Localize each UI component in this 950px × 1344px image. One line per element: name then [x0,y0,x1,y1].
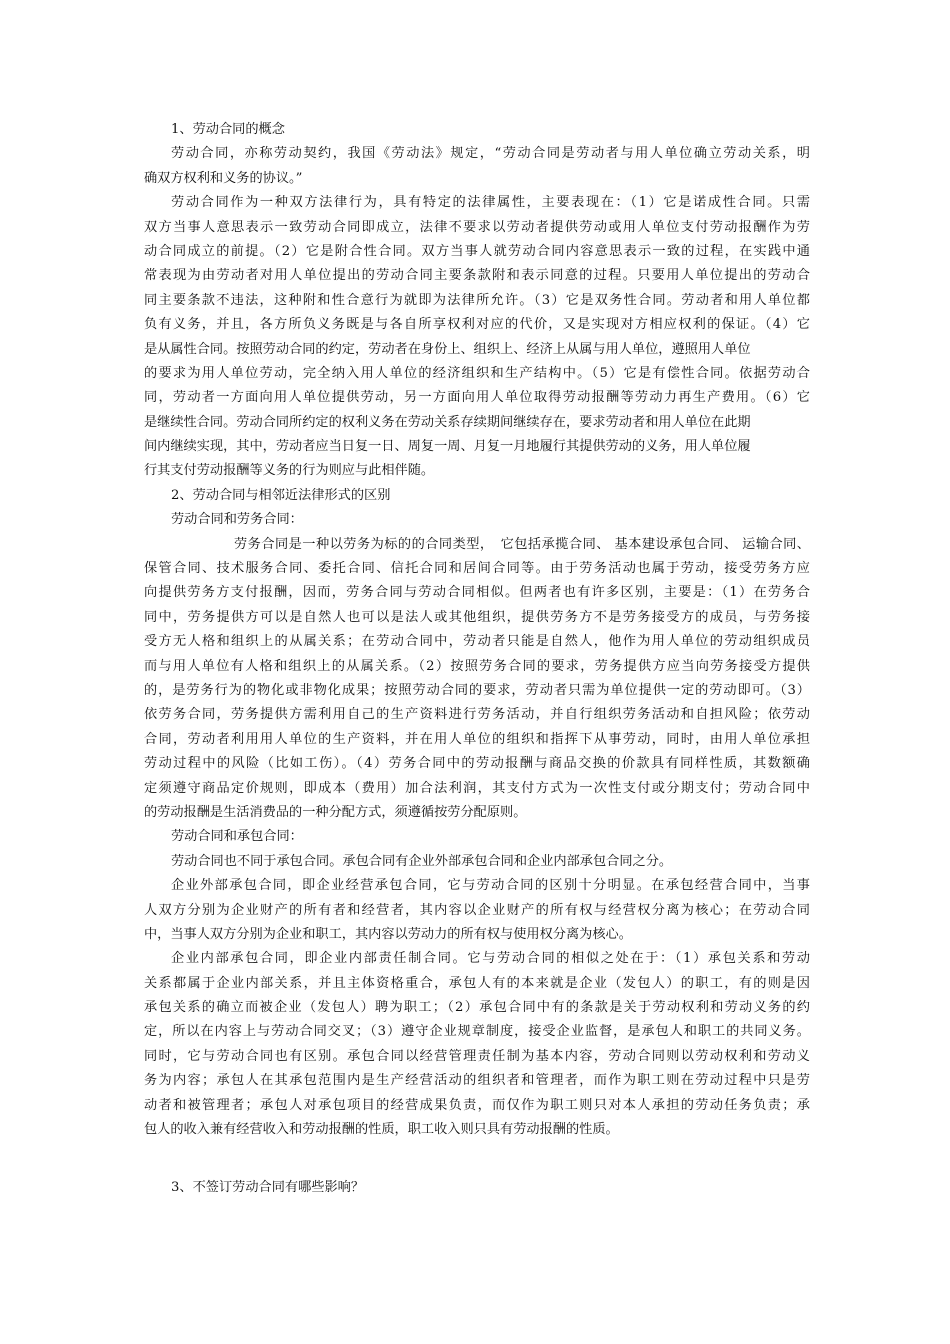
paragraph-line: 中，当事人双方分别为企业和职工，其内容以劳动力的所有权与使用权分离为核心。 [144,926,632,942]
paragraph-line: 双方当事人意思表示一致劳动合同即成立，法律不要求以劳动者提供劳动或用人单位支付劳动报酬作为劳 [144,219,810,235]
paragraph-line: 是从属性合同。按照劳动合同的约定，劳动者在身份上、组织上、经济上从属与用人单位，遵照用人单位 [144,341,751,357]
paragraph-line: 劳动合同也不同于承包合同。承包合同有企业外部承包合同和企业内部承包合同之分。 [171,853,673,869]
paragraph-line: 劳动合同，亦称劳动契约，我国《劳动法》规定，“劳动合同是劳动者与用人单位确立劳动关系，明 [171,146,810,162]
paragraph-line: 保管合同、技术服务合同、委托合同、信托合同和居间合同等。由于劳务活动也属于劳动，接受劳务方应 [144,561,810,577]
paragraph-line: 定，所以在内容上与劳动合同交叉；（3）遵守企业规章制度，接受企业监督，是承包人和职工的共同义务。 [144,1024,810,1040]
heading-3: 3、不签订劳动合同有哪些影响？ [171,1180,365,1196]
paragraph-line: 而与用人单位有人格和组织上的从属关系。（2）按照劳务合同的要求，劳务提供方应当向劳务接受方提供 [144,658,810,674]
paragraph-line: 行其支付劳动报酬等义务的行为则应与此相伴随。 [144,463,435,479]
paragraph-line: 同主要条款不违法，这种附和性合意行为就即为法律所允许。（3）它是双务性合同。劳动者和用人单位都 [144,292,810,308]
paragraph-line: 关系都属于企业内部关系，并且主体资格重合，承包人有的本来就是企业（发包人）的职工，有的则是因 [144,975,810,991]
paragraph-line: 同中，劳务提供方可以是自然人也可以是法人或其他组织，提供劳务方不是劳务接受方的成员，与劳务接 [144,609,810,625]
paragraph-line: 的要求为用人单位劳动，完全纳入用人单位的经济组织和生产结构中。（5）它是有偿性合同。依据劳动合 [144,365,810,381]
heading-2: 2、劳动合同与相邻近法律形式的区别 [171,487,391,503]
paragraph-line: 劳务合同是一种以劳务为标的的合同类型， 它包括承揽合同、 基本建设承包合同、 运输合同、 [234,536,810,552]
spacer [144,1142,810,1176]
paragraph-line: 依劳务合同，劳务提供方需利用自己的生产资料进行劳务活动，并自行组织劳务活动和自担风险；依劳动 [144,707,810,723]
paragraph-line: 常表现为由劳动者对用人单位提出的劳动合同主要条款附和表示同意的过程。只要用人单位提出的劳动合 [144,268,810,284]
paragraph-line: 承包关系的确立而被企业（发包人）聘为职工；（2）承包合同中有的条款是关于劳动权利和劳动义务的约 [144,1000,810,1016]
paragraph-line: 确双方权利和义务的协议。” [144,170,303,186]
paragraph-line: 负有义务，并且，各方所负义务既是与各自所享权利对应的代价，又是实现对方相应权利的保证。（4）它 [144,317,810,333]
paragraph-line: 同，劳动者一方面向用人单位提供劳动，另一方面向用人单位取得劳动报酬等劳动力再生产费用。（6）它 [144,390,810,406]
subheading: 劳动合同和劳务合同： [171,512,303,528]
paragraph-line: 劳动合同作为一种双方法律行为，具有特定的法律属性，主要表现在：（1）它是诺成性合同。只需 [171,195,810,211]
paragraph-line: 劳动过程中的风险（比如工伤）。（4）劳务合同中的劳动报酬与商品交换的价款具有同样性质，其数额确 [144,756,810,772]
paragraph-line: 合同，劳动者利用用人单位的生产资料，并在用人单位的组织和指挥下从事劳动，同时，由用人单位承担 [144,731,810,747]
paragraph-line: 同时，它与劳动合同也有区别。承包合同以经营管理责任制为基本内容，劳动合同则以劳动权利和劳动义 [144,1048,810,1064]
paragraph-line: 企业外部承包合同，即企业经营承包合同，它与劳动合同的区别十分明显。在承包经营合同中，当事 [171,878,810,894]
paragraph-line: 定须遵守商品定价规则，即成本（费用）加合法利润，其支付方式为一次性支付或分期支付；劳动合同中 [144,780,810,796]
paragraph-line: 间内继续实现，其中，劳动者应当日复一日、周复一周、月复一月地履行其提供劳动的义务，用人单位履 [144,439,751,455]
paragraph-line: 的，是劳务行为的物化或非物化成果；按照劳动合同的要求，劳动者只需为单位提供一定的劳动即可。（3） [144,682,810,698]
subheading: 劳动合同和承包合同： [171,829,303,845]
paragraph-line: 包人的收入兼有经营收入和劳动报酬的性质，职工收入则只具有劳动报酬的性质。 [144,1122,619,1138]
paragraph-line: 企业内部承包合同，即企业内部责任制合同。它与劳动合同的相似之处在于：（1）承包关系和劳动 [171,951,810,967]
document-page [144,118,810,1201]
paragraph-line: 务为内容；承包人在其承包范围内是生产经营活动的组织者和管理者，而作为职工则在劳动过程中只是劳 [144,1073,810,1089]
paragraph-line: 动者和被管理者；承包人对承包项目的经营成果负责，而仅作为职工则只对本人承担的劳动任务负责；承 [144,1097,810,1113]
paragraph-line: 受方无人格和组织上的从属关系；在劳动合同中，劳动者只能是自然人，他作为用人单位的劳动组织成员 [144,634,810,650]
paragraph-line: 人双方分别为企业财产的所有者和经营者，其内容以企业财产的所有权与经营权分离为核心；在劳动合同 [144,902,810,918]
paragraph-line: 动合同成立的前提。（2）它是附合性合同。双方当事人就劳动合同内容意思表示一致的过程，在实践中通 [144,243,810,259]
paragraph-line: 是继续性合同。劳动合同所约定的权利义务在劳动关系存续期间继续存在，要求劳动者和用人单位在此期 [144,414,751,430]
heading-1: 1、劳动合同的概念 [171,122,285,137]
paragraph-line: 向提供劳务方支付报酬，因而，劳务合同与劳动合同相似。但两者也有许多区别，主要是：（1）在劳务合 [144,585,810,601]
paragraph-line: 的劳动报酬是生活消费品的一种分配方式，须遵循按劳分配原则。 [144,804,527,820]
